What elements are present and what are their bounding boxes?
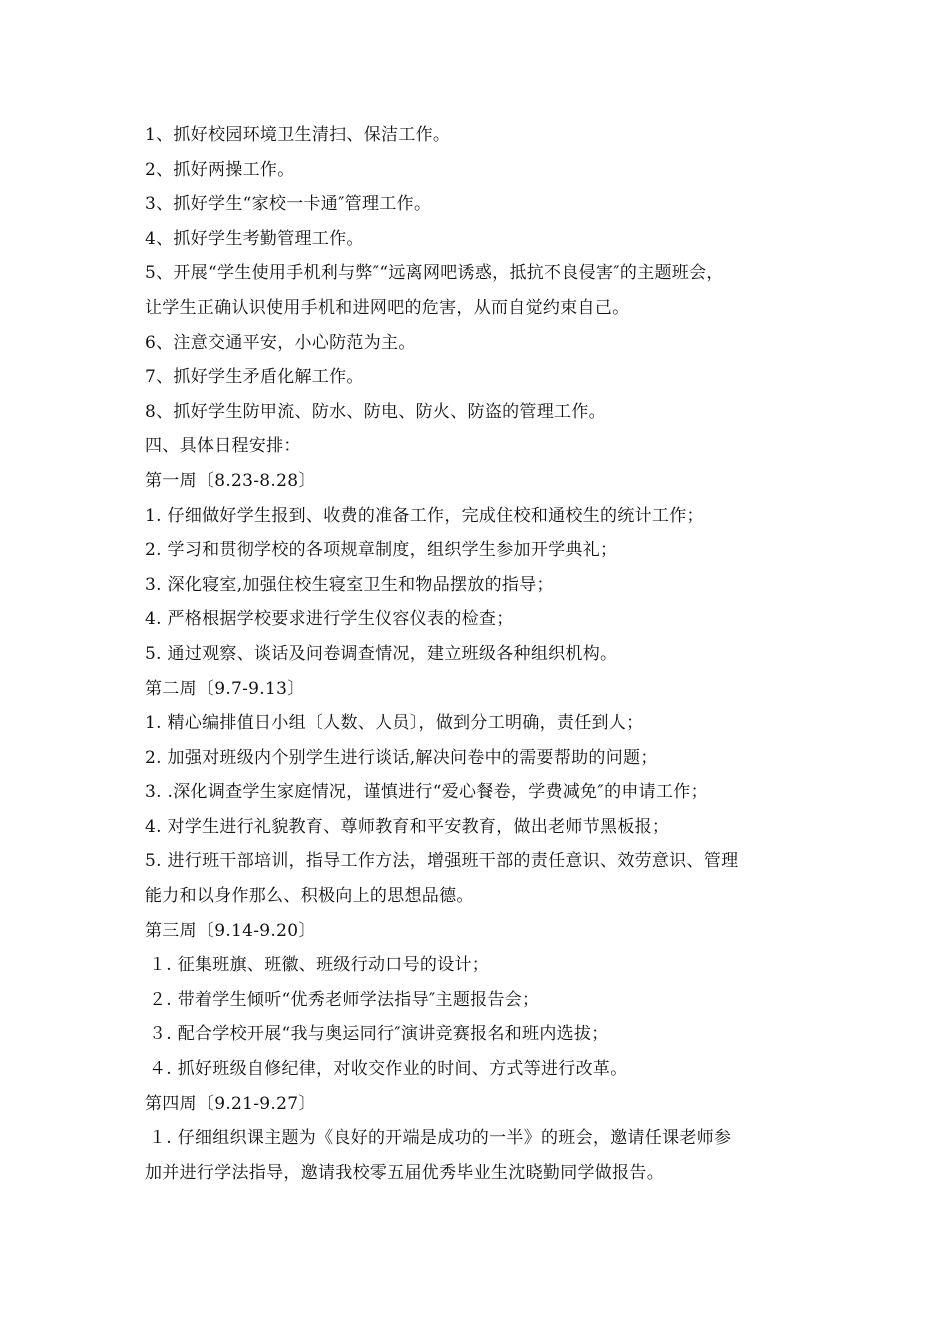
section-heading: 四、具体日程安排： xyxy=(145,436,301,457)
text-line: 1、抓好校园环境卫生清扫、保洁工作。 xyxy=(145,125,451,145)
week-heading: 第一周〔8.23-8.28〕 xyxy=(145,470,316,491)
document-body xyxy=(145,118,835,1190)
text-line: 5. 进行班干部培训，指导工作方法，增强班干部的责任意识、效劳意识、管理 xyxy=(145,851,739,872)
week-heading: 第三周〔9.14-9.20〕 xyxy=(145,920,316,941)
text-line: １. 仔细组织课主题为《良好的开端是成功的一半》的班会，邀请任课老师参 xyxy=(149,1128,732,1149)
text-line: 3. 深化寝室,加强住校生寝室卫生和物品摆放的指导； xyxy=(145,574,554,595)
text-line: 4、抓好学生考勤管理工作。 xyxy=(145,228,364,249)
text-line: ３. 配合学校开展“我与奥运同行″演讲竞赛报名和班内选拔； xyxy=(149,1024,609,1045)
text-line: 2. 加强对班级内个别学生进行谈话,解决问卷中的需要帮助的问题； xyxy=(145,747,658,768)
text-line: １. 征集班旗、班徽、班级行动口号的设计； xyxy=(149,955,490,976)
text-line: 2. 学习和贯彻学校的各项规章制度，组织学生参加开学典礼； xyxy=(145,540,618,561)
text-line: 6、注意交通平安，小心防范为主。 xyxy=(145,332,416,353)
text-line: 7、抓好学生矛盾化解工作。 xyxy=(145,367,364,388)
text-line: 1. 仔细做好学生报到、收费的准备工作，完成住校和通校生的统计工作； xyxy=(145,505,704,526)
week-heading: 第二周〔9.7-9.13〕 xyxy=(145,678,305,699)
text-line: 1. 精心编排值日小组〔人数、人员〕，做到分工明确，责任到人； xyxy=(145,713,644,734)
text-line: 2、抓好两操工作。 xyxy=(145,159,295,180)
week-heading: 第四周〔9.21-9.27〕 xyxy=(145,1093,316,1114)
text-line: 能力和以身作那么、积极向上的思想品德。 xyxy=(145,886,474,907)
text-line: 5. 通过观察、谈话及问卷调查情况，建立班级各种组织机构。 xyxy=(145,643,618,664)
text-line: 4. 对学生进行礼貌教育、尊师教育和平安教育，做出老师节黑板报； xyxy=(145,816,670,837)
text-line: ２. 带着学生倾听“优秀老师学法指导″主题报告会； xyxy=(149,989,540,1010)
text-line: 加并进行学法指导，邀请我校零五届优秀毕业生沈晓勤同学做报告。 xyxy=(145,1162,664,1183)
text-line: ４. 抓好班级自修纪律，对收交作业的时间、方式等进行改革。 xyxy=(149,1059,628,1080)
text-line: 5、开展“学生使用手机利与弊″“远离网吧诱惑，抵抗不良侵害″的主题班会， xyxy=(145,263,724,284)
text-line: 3. .深化调查学生家庭情况，谨慎进行“爱心餐卷，学费减免″的申请工作； xyxy=(145,782,708,803)
text-line: 让学生正确认识使用手机和进网吧的危害，从而自觉约束自己。 xyxy=(145,297,630,318)
text-line: 4. 严格根据学校要求进行学生仪容仪表的检查； xyxy=(145,609,514,630)
text-line: 3、抓好学生“家校一卡通″管理工作。 xyxy=(145,194,432,215)
text-line: 8、抓好学生防甲流、防水、防电、防火、防盗的管理工作。 xyxy=(145,401,606,422)
